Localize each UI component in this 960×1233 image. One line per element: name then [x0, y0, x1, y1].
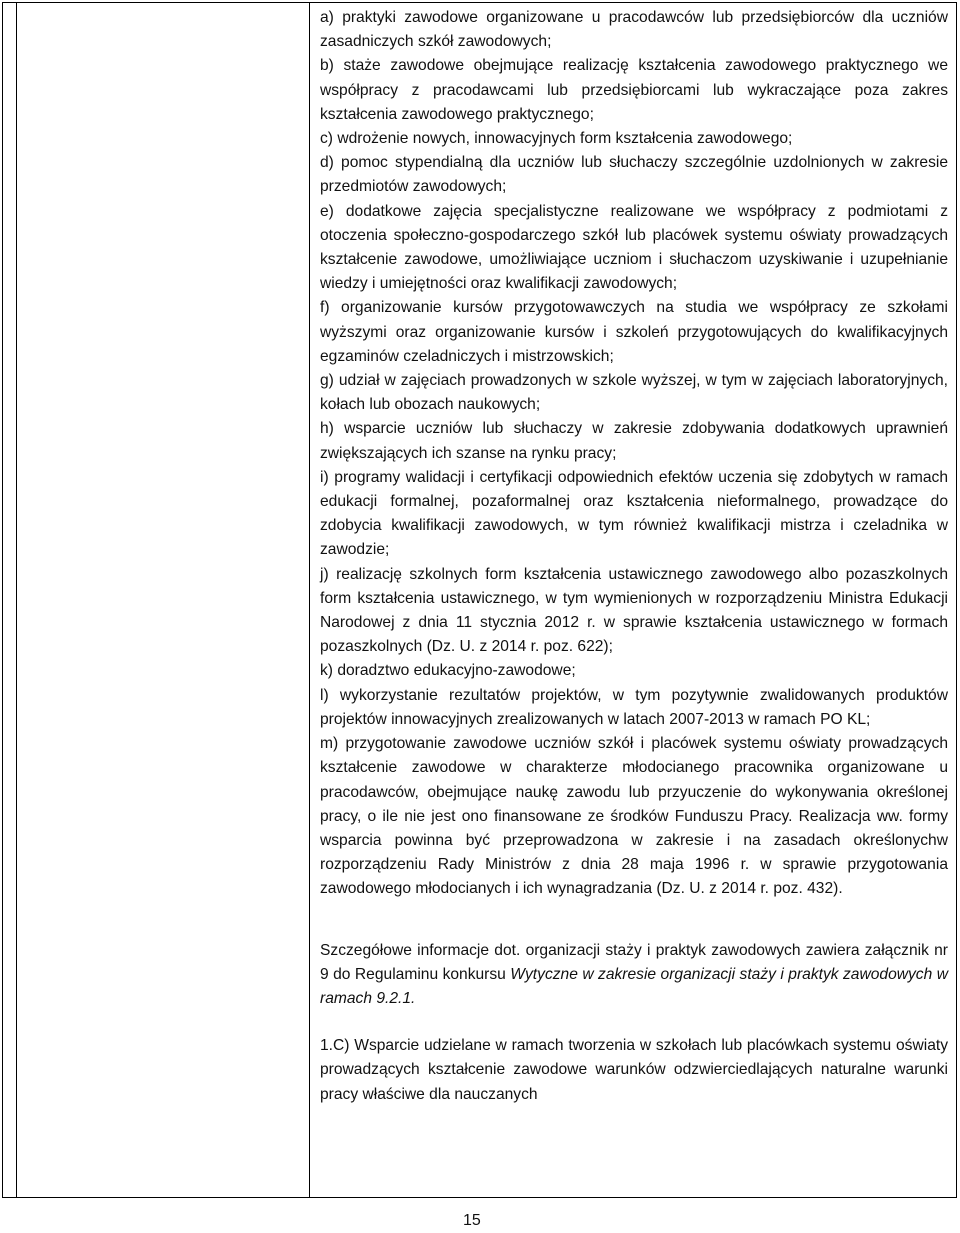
info-paragraph [320, 939, 948, 1012]
info-italic-title: Wytyczne w zakresie organizacji staży i praktyk zawodowych w ramach 9.2.1. [320, 965, 948, 1007]
list-item-c: c) wdrożenie nowych, innowacyjnych form kształcenia zawodowego; [320, 130, 793, 148]
list-item-i: i) programy walidacji i certyfikacji odpowiednich efektów uczenia się zdobytych w ramach edukacji formalnej, pozaformalnej oraz kształcenia nieformalnego, prowadzące do zdobycia kwalifikacji zawodowych, w tym również kwalifikacji mistrza i czeladnika w zawodzie; [320, 468, 948, 559]
section-1c-paragraph: 1.C) Wsparcie udzielane w ramach tworzenia w szkołach lub placówkach systemu oświaty prowadzących kształcenie zawodowe warunków odzwierciedlających naturalne warunki pracy właściwe dla nauczanych [320, 1037, 948, 1103]
list-item-k: k) doradztwo edukacyjno-zawodowe; [320, 662, 576, 680]
page-number: 15 [463, 1212, 481, 1229]
list-item-g: g) udział w zajęciach prowadzonych w szkole wyższej, w tym w zajęciach laboratoryjnych, kołach lub obozach naukowych; [320, 372, 948, 414]
list-item-e: e) dodatkowe zajęcia specjalistyczne realizowane we współpracy z podmiotami z otoczenia społeczno-gospodarczego szkół lub placówek systemu oświaty prowadzących kształcenie zawodowe, umożliwiające uczniom i słuchaczom uzyskiwanie i uzupełnianie wiedzy i umiejętności oraz kwalifikacji zawodowych; [320, 202, 948, 293]
table-column-divider-right [309, 2, 310, 1198]
document-body [320, 6, 948, 1107]
list-item-m: m) przygotowanie zawodowe uczniów szkół i placówek systemu oświaty prowadzących kształcenie zawodowe w charakterze młodocianego pracownika organizowane u pracodawców, obejmujące naukę zawodu lub przyuczenie do wykonywania określonej pracy, o ile nie jest ono finansowane ze środków Funduszu Pracy. Realizacja ww. formy wsparcia powinna być przeprowadzona w zakresie i na zasadach określonychw rozporządzeniu Rady Ministrów z dnia 28 maja 1996 r. w sprawie przygotowania zawodowego młodocianych i ich wynagradzania (Dz. U. z 2014 r. poz. 432). [320, 735, 948, 898]
list-item-h: h) wsparcie uczniów lub słuchaczy w zakresie zdobywania dodatkowych uprawnień zwiększających ich szanse na rynku pracy; [320, 420, 948, 462]
list-item-d: d) pomoc stypendialną dla uczniów lub słuchaczy szczególnie uzdolnionych w zakresie przedmiotów zawodowych; [320, 154, 948, 196]
list-item-a: a) praktyki zawodowe organizowane u pracodawców lub przedsiębiorców dla uczniów zasadniczych szkół zawodowych; [320, 9, 948, 51]
list-item-l: l) wykorzystanie rezultatów projektów, w tym pozytywnie zwalidowanych produktów projektów innowacyjnych zrealizowanych w latach 2007-2013 w ramach PO KL; [320, 686, 948, 728]
list-item-f: f) organizowanie kursów przygotowawczych na studia we współpracy ze szkołami wyższymi oraz organizowanie kursów i szkoleń przygotowujących do kwalifikacyjnych egzaminów czeladniczych i mistrzowskich; [320, 299, 948, 365]
table-column-divider-left [16, 2, 17, 1198]
list-item-b: b) staże zawodowe obejmujące realizację kształcenia zawodowego praktycznego we współpracy z pracodawcami lub przedsiębiorcami lub wykraczające poza zakres kształcenia zawodowego praktycznego; [320, 57, 948, 123]
info-text: Szczegółowe informacje dot. organizacji staży i praktyk zawodowych zawiera załącznik nr 9 do Regulaminu konkursu [320, 941, 948, 983]
list-item-j: j) realizację szkolnych form kształcenia ustawicznego zawodowego albo pozaszkolnych form kształcenia ustawicznego, w tym wymienionych w rozporządzeniu Ministra Edukacji Narodowej z dnia 11 stycznia 2012 r. w sprawie kształcenia ustawicznego w formach pozaszkolnych (Dz. U. z 2014 r. poz. 622); [320, 565, 948, 656]
